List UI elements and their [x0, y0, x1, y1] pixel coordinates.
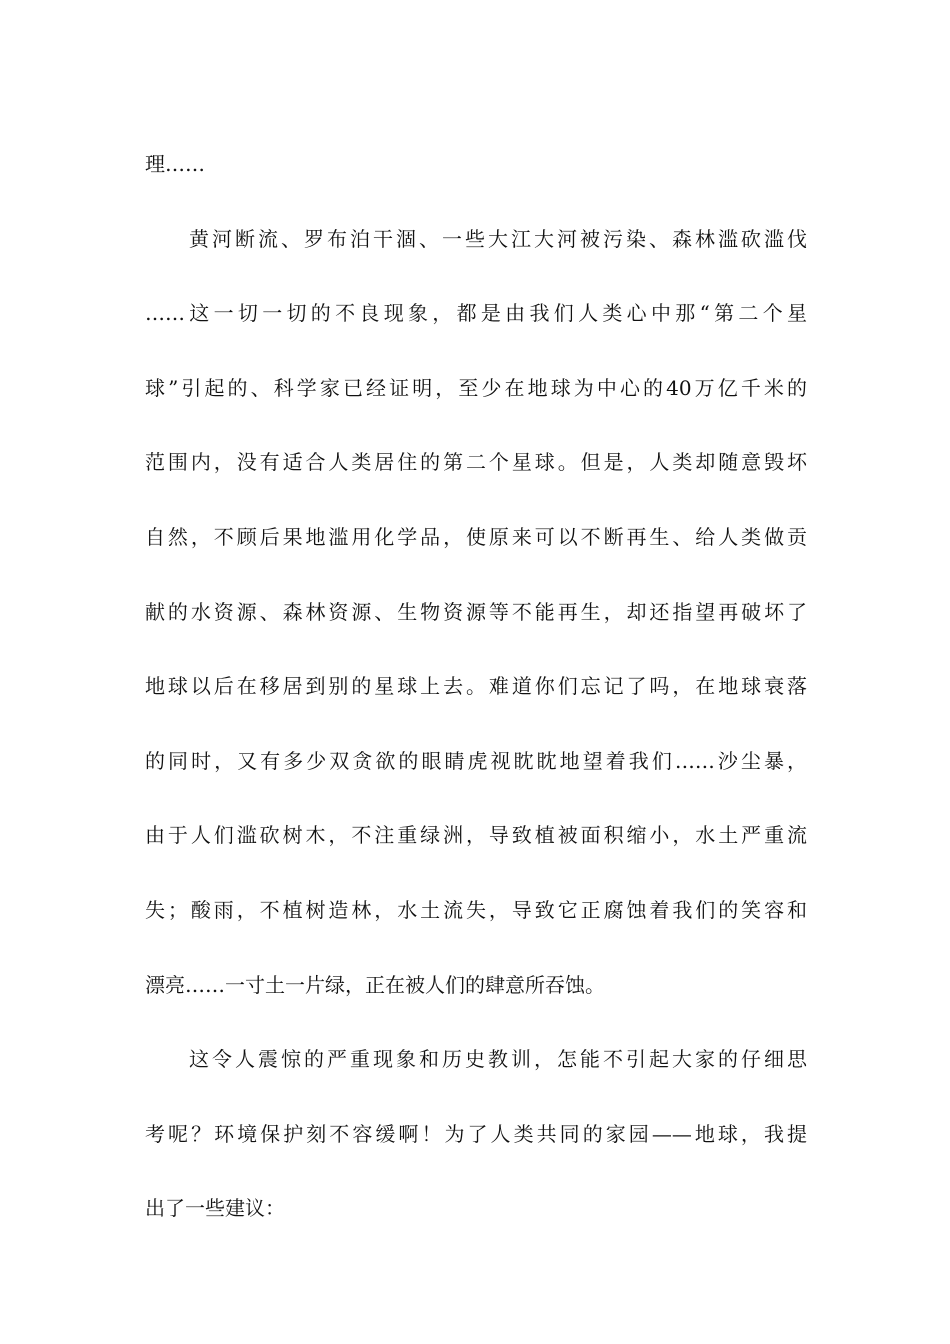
paragraph-2-line-4: 范围内，没有适合人类居住的第二个星球。但是，人类却随意毁坏: [145, 450, 807, 475]
paragraph-2-line-10: 失；酸雨，不植树造林，水土流失，导致它正腐蚀着我们的笑容和: [145, 897, 807, 922]
paragraph-2-line-9: 由于人们滥砍树木，不注重绿洲，导致植被面积缩小，水土严重流: [145, 823, 807, 848]
paragraph-2-line-3: 球”引起的、科学家已经证明，至少在地球为中心的40万亿千米的: [145, 375, 807, 400]
paragraph-2-line-1: 黄河断流、罗布泊干涸、一些大江大河被污染、森林滥砍滥伐: [189, 226, 807, 251]
paragraph-3-line-2: 考呢？环境保护刻不容缓啊！为了人类共同的家园——地球，我提: [145, 1121, 807, 1146]
paragraph-2-line-5: 自然，不顾后果地滥用化学品，使原来可以不断再生、给人类做贡: [145, 524, 807, 549]
paragraph-2-line-2: ……这一切一切的不良现象，都是由我们人类心中那“第二个星: [145, 301, 807, 326]
paragraph-2-line-7: 地球以后在移居到别的星球上去。难道你们忘记了吗，在地球衰落: [145, 674, 807, 699]
document-body: [145, 127, 807, 1246]
paragraph-2-line-6: 献的水资源、森林资源、生物资源等不能再生，却还指望再破坏了: [145, 599, 807, 624]
paragraph-3-line-3: 出了一些建议：: [145, 1196, 285, 1221]
paragraph-2-line-11: 漂亮……一寸土一片绿，正在被人们的肆意所吞蚀。: [145, 972, 605, 997]
paragraph-1-line-1: 理……: [145, 152, 205, 176]
paragraph-3-line-1: 这令人震惊的严重现象和历史教训，怎能不引起大家的仔细思: [189, 1047, 807, 1072]
paragraph-2-line-8: 的同时，又有多少双贪欲的眼睛虎视眈眈地望着我们……沙尘暴，: [145, 748, 807, 773]
